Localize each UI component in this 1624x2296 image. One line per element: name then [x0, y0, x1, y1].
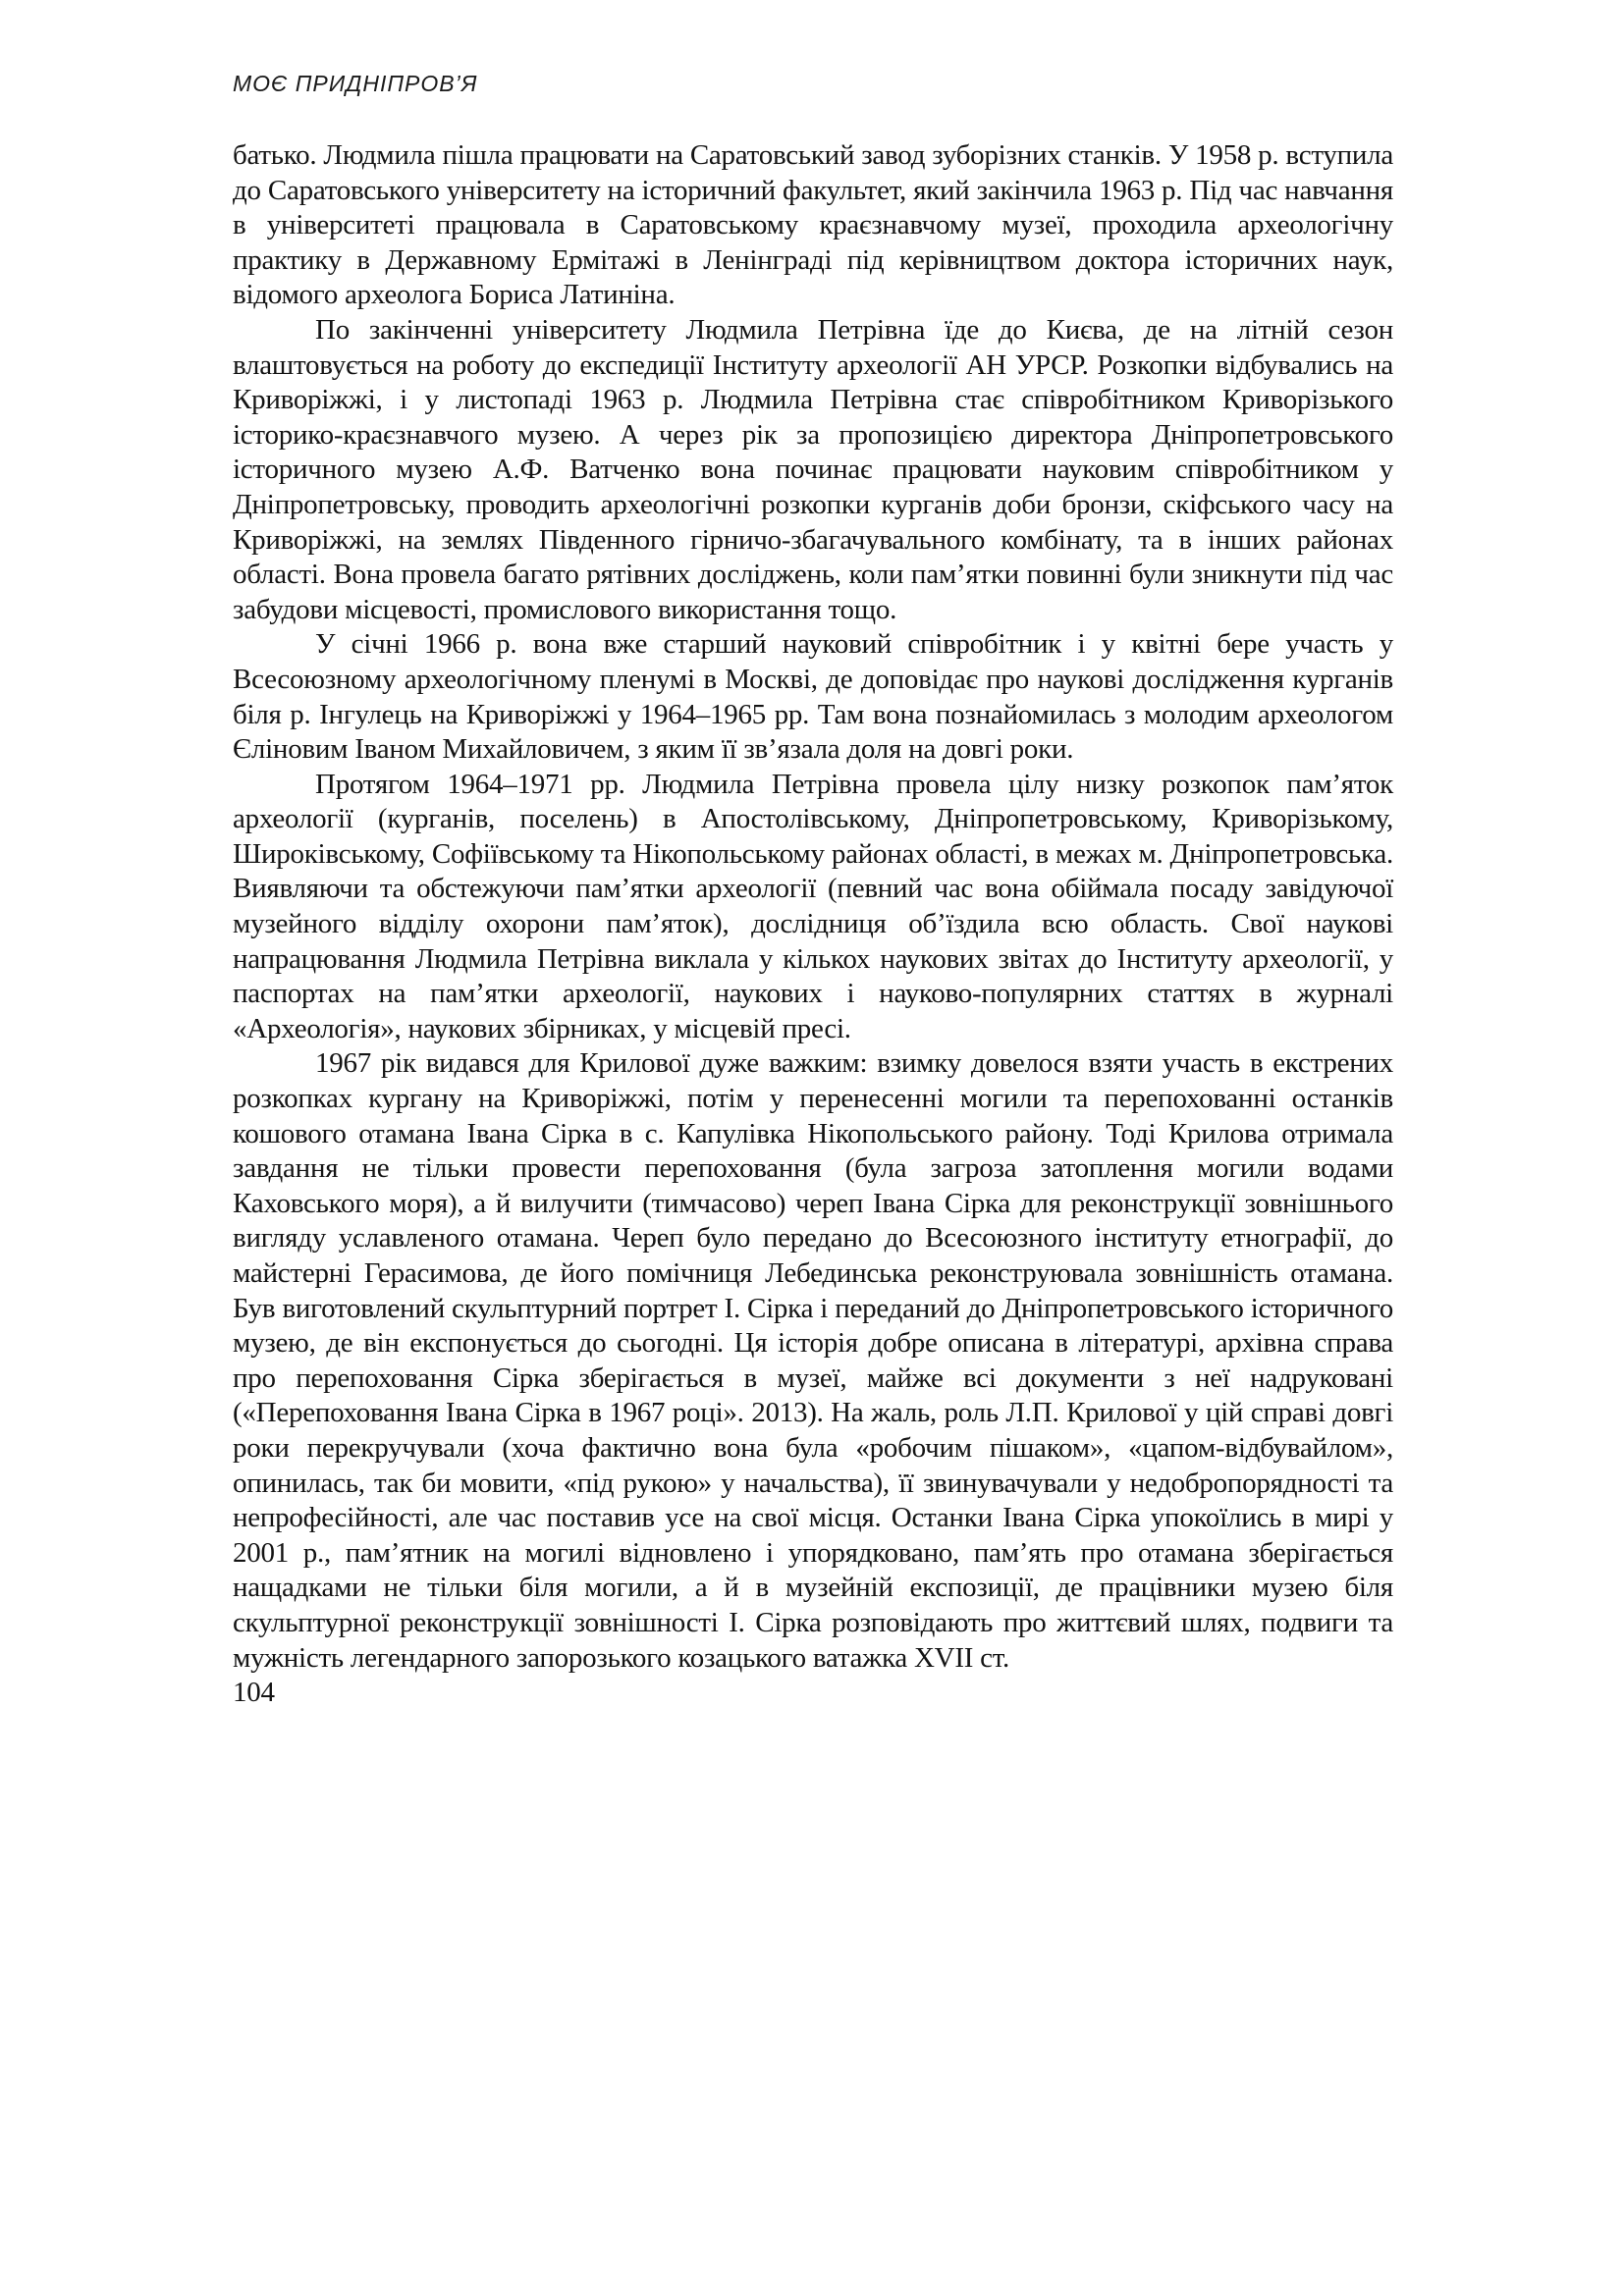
body-paragraph: батько. Людмила пішла працювати на Саратовський завод зуборізних станків. У 1958 р. вступила до Саратовського університету на історичний факультет, який закінчила 1963 р. Під час навчання в університеті працювала в Саратовському краєзнавчому музеї, проходила археологічну практику в Державному Ермітажі в Ленінграді під керівництвом доктора історичних наук, відомого археолога Бориса Латиніна. [233, 139, 1393, 311]
running-header-title: МОЄ ПРИДНІПРОВ’Я [233, 71, 478, 96]
page-body-text [233, 138, 1393, 1711]
body-paragraph: Протягом 1964–1971 рр. Людмила Петрівна провела цілу низку розкопок пам’яток археології (курганів, поселень) в Апостолівському, Дніпропетровському, Криворізькому, Широківському, Софіївському та Нікопольському районах області, в межах м. Дніпропетровська. Виявляючи та обстежуючи пам’ятки археології (певний час вона обіймала посаду завідуючої музейного відділу охорони пам’яток), дослідниця об’їздила всю область. Свої наукові напрацювання Людмила Петрівна виклала у кількох наукових звітах до Інституту археології, у паспортах на пам’ятки археології, наукових і науково-популярних статтях в журналі «Археологія», наукових збірниках, у місцевій пресі. [233, 768, 1393, 1044]
body-paragraph: По закінченні університету Людмила Петрівна їде до Києва, де на літній сезон влаштовується на роботу до експедиції Інституту археології АН УРСР. Розкопки відбувались на Криворіжжі, і у листопаді 1963 р. Людмила Петрівна стає співробітником Криворізького історико-краєзнавчого музею. А через рік за пропозицією директора Дніпропетровського історичного музею А.Ф. Ватченко вона починає працювати науковим співробітником у Дніпропетровську, проводить археологічні розкопки курганів доби бронзи, скіфського часу на Криворіжжі, на землях Південного гірничо-збагачувального комбінату, та в інших районах області. Вона провела багато рятівних досліджень, коли пам’ятки повинні були зникнути під час забудови місцевості, промислового використання тощо. [233, 313, 1393, 625]
body-paragraph: У січні 1966 р. вона вже старший науковий співробітник і у квітні бере участь у Всесоюзному археологічному пленумі в Москві, де доповідає про наукові дослідження курганів біля р. Інгулець на Криворіжжі у 1964–1965 рр. Там вона познайомилась з молодим археологом Єліновим Іваном Михайловичем, з яким її зв’язала доля на довгі роки. [233, 628, 1393, 766]
page-number: 104 [233, 1677, 275, 1709]
body-paragraph: 1967 рік видався для Крилової дуже важким: взимку довелося взяти участь в екстрених розкопках кургану на Криворіжжі, потім у перенесенні могили та перепохованні останків кошового отамана Івана Сірка в с. Капулівка Нікопольського району. Тоді Крилова отримала завдання не тільки провести перепоховання (була загроза затоплення могили водами Каховського моря), а й вилучити (тимчасово) череп Івана Сірка для реконструкції зовнішнього вигляду уславленого отамана. Череп було передано до Всесоюзного інституту етнографії, до майстерні Герасимова, де його помічниця Лебединська реконструювала зовнішність отамана. Був виготовлений скульптурний портрет І. Сірка і переданий до Дніпропетровського історичного музею, де він експонується до сьогодні. Ця історія добре описана в літературі, архівна справа про перепоховання Сірка зберігається в музеї, майже всі документи з неї надруковані («Перепоховання Івана Сірка в 1967 році». 2013). На жаль, роль Л.П. Крилової у цій справі довгі роки перекручували (хоча фактично вона була «робочим пішаком», «цапом-відбувайлом», опинилась, так би мовити, «під рукою» у начальства), її звинувачували у недобропорядності та непрофесійності, але час поставив усе на свої місця. Останки Івана Сірка упокоїлись в мирі у 2001 р., пам’ятник на могилі відновлено і упорядковано, пам’ять про отамана зберігається нащадками не тільки біля могили, а й в музейній експозиції, де працівники музею біля скульптурної реконструкції зовнішності І. Сірка розповідають про життєвий шлях, подвиги та мужність легендарного запорозького козацького ватажка XVII ст. [233, 1047, 1393, 1674]
